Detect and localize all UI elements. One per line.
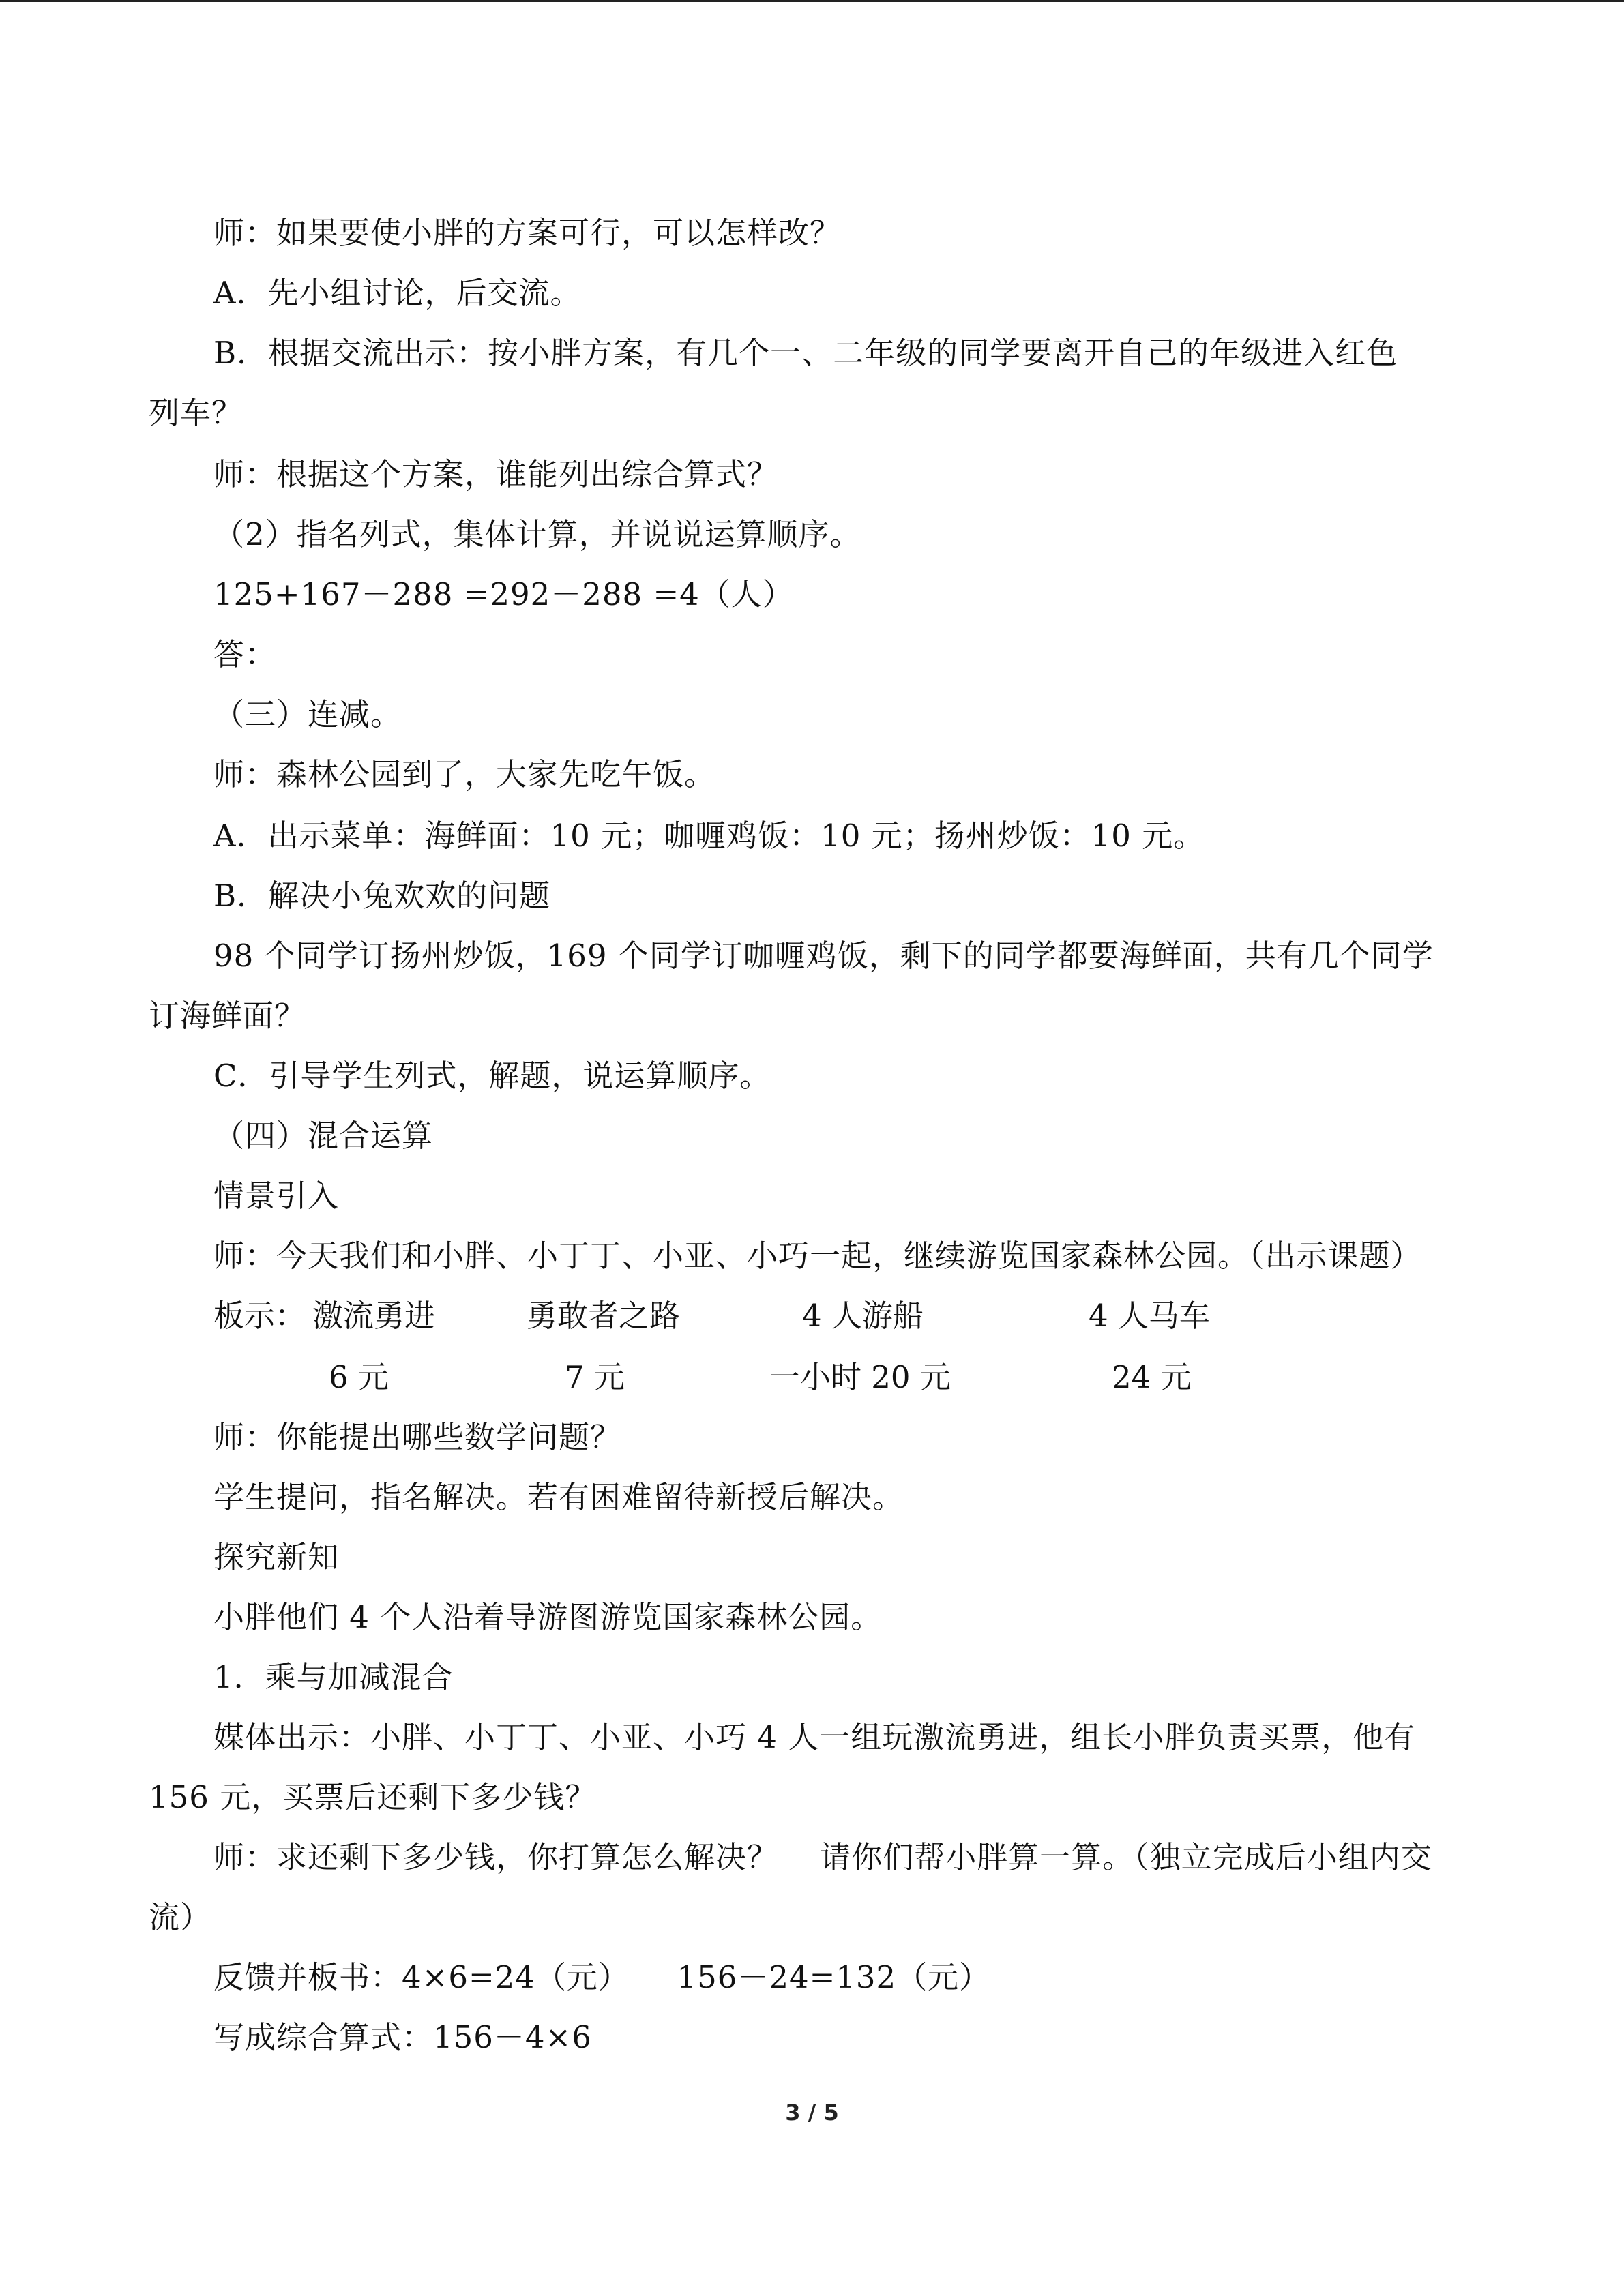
- formula-line: 125+167－288 =292－288 =4（人）: [213, 576, 794, 612]
- board-item-price: 24 元: [1112, 1359, 1192, 1395]
- text-line: B．解决小兔欢欢的问题: [213, 878, 551, 914]
- text-line: 答：: [213, 636, 277, 672]
- text-line: 师：根据这个方案，谁能列出综合算式？: [213, 456, 779, 492]
- text-line: C．引导学生列式，解题，说运算顺序。: [213, 1058, 771, 1094]
- text-line: 师：森林公园到了，大家先吃午饭。: [213, 756, 716, 792]
- formula-line: 反馈并板书：4×6=24（元） 156－24=132（元）: [213, 1959, 991, 1995]
- text-line: A．先小组讨论，后交流。: [213, 275, 582, 311]
- board-prefix: 板示：: [213, 1298, 306, 1334]
- text-line: 师：今天我们和小胖、小丁丁、小亚、小巧一起，继续游览国家森林公园。（出示课题）: [213, 1238, 1422, 1274]
- section-heading: 1．乘与加减混合: [213, 1659, 454, 1695]
- section-heading: （三）连减。: [213, 696, 402, 732]
- formula-line: 写成综合算式：156－4×6: [213, 2019, 592, 2055]
- text-line: 情景引入: [213, 1178, 340, 1214]
- text-line: 订海鲜面？: [149, 998, 306, 1034]
- page-number: 3 / 5: [785, 2100, 839, 2126]
- section-heading: 探究新知: [213, 1539, 340, 1575]
- text-line: 媒体出示：小胖、小丁丁、小亚、小巧 4 人一组玩激流勇进，组长小胖负责买票，他有: [213, 1719, 1416, 1755]
- board-item-name: 4 人马车: [1089, 1298, 1210, 1334]
- board-item-price: 7 元: [565, 1359, 625, 1395]
- text-line: 98 个同学订扬州炒饭，169 个同学订咖喱鸡饭，剩下的同学都要海鲜面，共有几个同学: [213, 938, 1434, 974]
- text-line: 小胖他们 4 个人沿着导游图游览国家森林公园。: [213, 1599, 883, 1635]
- board-item-price: 6 元: [329, 1359, 389, 1395]
- board-item-name: 4 人游船: [802, 1298, 924, 1334]
- text-line: 列车？: [149, 395, 243, 431]
- board-item-name: 勇敢者之路: [527, 1298, 681, 1334]
- section-heading: （四）混合运算: [213, 1118, 434, 1154]
- text-line: A．出示菜单：海鲜面：10 元；咖喱鸡饭：10 元；扬州炒饭：10 元。: [213, 818, 1205, 854]
- text-line: 156 元，买票后还剩下多少钱？: [149, 1779, 597, 1815]
- text-line: 流）: [149, 1899, 212, 1935]
- text-line: 师：如果要使小胖的方案可行，可以怎样改？: [213, 215, 842, 251]
- text-line: B．根据交流出示：按小胖方案，有几个一、二年级的同学要离开自己的年级进入红色: [213, 335, 1398, 371]
- text-line: 师：你能提出哪些数学问题？: [213, 1419, 622, 1455]
- text-line: 学生提问，指名解决。若有困难留待新授后解决。: [213, 1479, 904, 1515]
- text-line: 师：求还剩下多少钱，你打算怎么解决？ 请你们帮小胖算一算。（独立完成后小组内交: [213, 1839, 1432, 1875]
- board-item-name: 激流勇进: [312, 1298, 436, 1334]
- text-line: （2）指名列式，集体计算，并说说运算顺序。: [213, 516, 861, 552]
- board-item-price: 一小时 20 元: [769, 1359, 951, 1395]
